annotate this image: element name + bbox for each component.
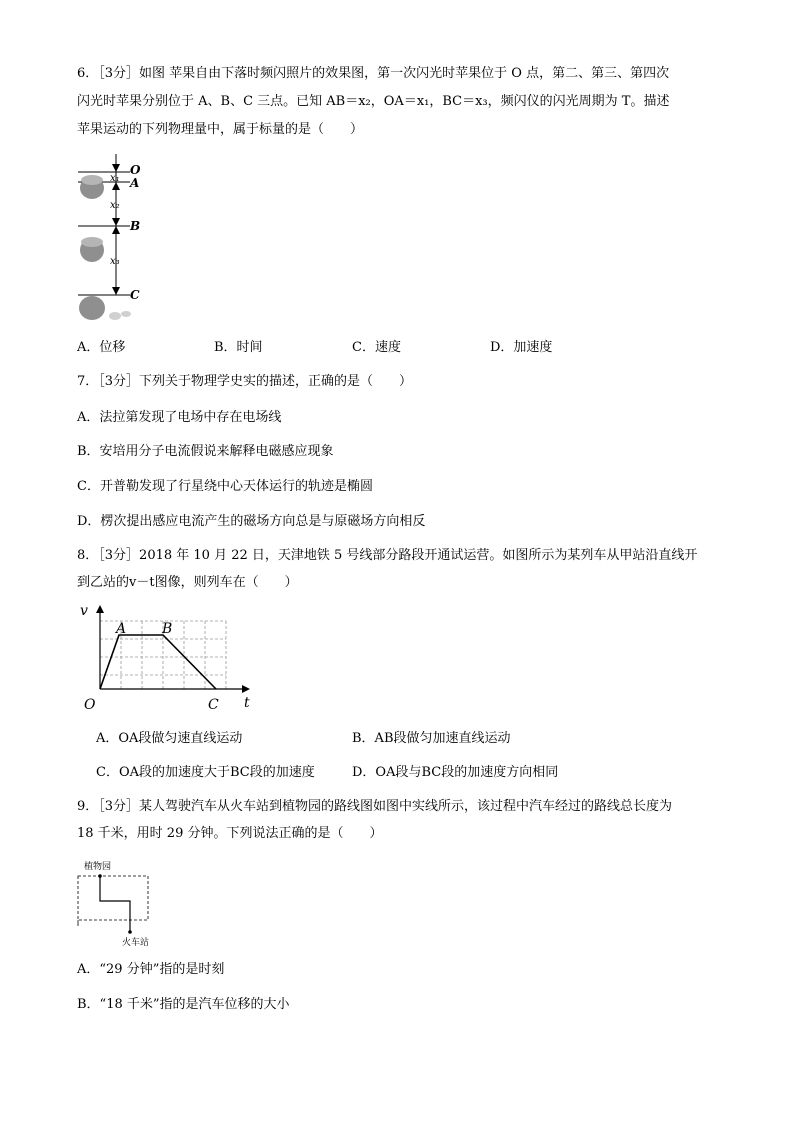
v-axis-label: v xyxy=(80,603,88,619)
q8-stem-line-1: 8．［3分］2018 年 10 月 22 日，天津地铁 5 号线部分路段开通试运营。如图所示为某列车从甲站沿直线开 xyxy=(77,548,698,563)
t-axis-label: t xyxy=(244,695,250,711)
q6-option-a: A．位移 xyxy=(77,340,126,355)
q9-option-b: B．“18 千米”指的是汽车位移的大小 xyxy=(77,997,290,1012)
botanical-garden-label: 植物园 xyxy=(84,862,112,872)
q8-option-b: B．AB段做匀加速直线运动 xyxy=(352,731,511,746)
label-x2: x₂ xyxy=(110,200,120,211)
q8-option-c: C．OA段的加速度大于BC段的加速度 xyxy=(96,765,315,780)
route-line xyxy=(100,876,130,932)
apple-icon xyxy=(80,175,104,199)
q6-stem-line-2: 闪光时苹果分别位于 A、B、C 三点。已知 AB＝x₂，OA＝x₁，BC＝x₃，频闪仪的闪光周期为 T。描述 xyxy=(77,94,670,109)
q8-option-a: A．OA段做匀速直线运动 xyxy=(96,731,243,746)
train-station-label: 火车站 xyxy=(122,938,150,948)
label-a: A xyxy=(130,176,140,190)
q8-stem-line-2: 到乙站的v－t图像，则列车在（ ） xyxy=(77,575,298,590)
q7-option-d: D．楞次提出感应电流产生的磁场方向总是与原磁场方向相反 xyxy=(77,514,426,529)
label-c: C xyxy=(130,288,140,302)
q7-stem: 7．［3分］下列关于物理学史实的描述，正确的是（ ） xyxy=(77,374,413,389)
q6-option-b: B．时间 xyxy=(214,340,263,355)
station-point xyxy=(128,930,132,934)
apple-fall-figure xyxy=(70,150,160,330)
q7-option-a: A．法拉第发现了电场中存在电场线 xyxy=(77,410,282,425)
label-x3: x₃ xyxy=(110,256,120,267)
vt-graph xyxy=(76,603,258,711)
q6-stem-line-3: 苹果运动的下列物理量中，属于标量的是（ ） xyxy=(77,122,364,137)
garden-point xyxy=(98,874,102,878)
q8-option-d: D．OA段与BC段的加速度方向相同 xyxy=(352,765,559,780)
route-map xyxy=(72,856,162,948)
label-o: O xyxy=(130,163,141,177)
q9-option-a: A．“29 分钟”指的是时刻 xyxy=(77,962,225,977)
q7-option-b: B．安培用分子电流假说来解释电磁感应现象 xyxy=(77,444,334,459)
q7-option-c: C．开普勒发现了行星绕中心天体运行的轨迹是椭圆 xyxy=(77,479,373,494)
q9-stem-line-2: 18 千米，用时 29 分钟。下列说法正确的是（ ） xyxy=(77,826,383,841)
q6-option-d: D．加速度 xyxy=(490,340,553,355)
q6-option-c: C．速度 xyxy=(352,340,401,355)
origin-label: O xyxy=(84,697,96,711)
apple-icon xyxy=(80,237,104,262)
apple-icon xyxy=(79,296,131,320)
label-b: B xyxy=(130,219,141,233)
point-b-label: B xyxy=(162,621,173,637)
point-c-label: C xyxy=(208,697,219,711)
q9-stem-line-1: 9．［3分］某人驾驶汽车从火车站到植物园的路线图如图中实线所示，该过程中汽车经过的路线总长度为 xyxy=(77,799,673,814)
q6-stem-line-1: 6．［3分］如图 苹果自由下落时频闪照片的效果图，第一次闪光时苹果位于 O 点，第二、第三、第四次 xyxy=(77,66,670,81)
label-x1: x₁ xyxy=(110,173,120,184)
vt-curve xyxy=(100,635,216,689)
point-a-label: A xyxy=(116,621,127,637)
